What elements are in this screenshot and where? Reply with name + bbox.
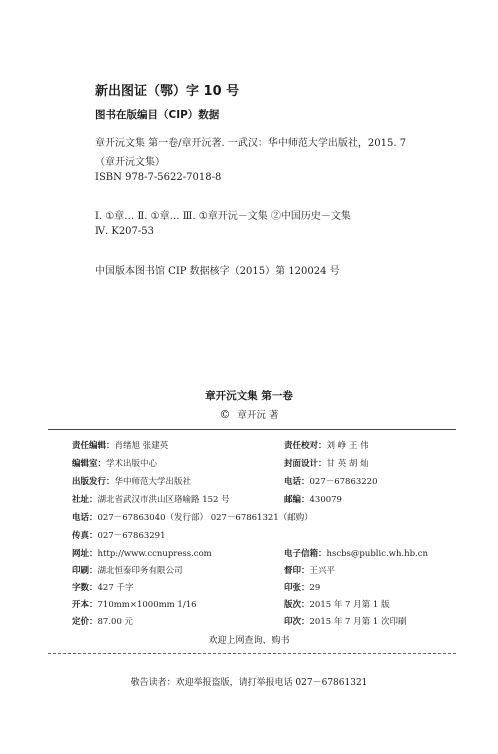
top-divider [48,429,456,430]
imprint-proofreader: 责任校对：刘 峥 王 伟 [284,441,369,451]
cip-classification: Ⅰ. ①章… Ⅱ. ①章… Ⅲ. ①章开沅－文集 ②中国历史－文集 [95,211,351,222]
imprint-phone: 电话：027－67863040（发行部） 027－67861321（邮购） [72,513,313,523]
imprint-publisher: 出版发行：华中师范大学出版社 [72,477,192,487]
imprint-website: 网址：http://www.ccnupress.com [72,549,212,559]
cip-series-line: （章开沅文集） [95,157,165,168]
book-title: 章开沅文集 第一卷 [205,390,293,402]
imprint-phone-2: 电话：027－67863220 [284,477,378,487]
imprint-price: 定价：87.00 元 [72,617,134,627]
imprint-edition: 版次：2015 年 7 月第 1 版 [284,600,390,610]
cip-class-number: Ⅳ. K207-53 [95,226,155,237]
imprint-cover-design: 封面设计：甘 英 胡 灿 [284,459,369,469]
isbn: ISBN 978-7-5622-7018-8 [95,172,222,183]
imprint-editor: 责任编辑：肖绪旭 张建英 [72,441,169,451]
imprint-sheets: 印张：29 [284,583,321,593]
imprint-editorial-office: 编辑室：学术出版中心 [72,459,158,469]
imprint-postcode: 邮编：430079 [284,495,342,505]
cip-heading: 图书在版编目（CIP）数据 [95,109,220,121]
imprint-fax: 传真：027－67863291 [72,531,166,541]
imprint-printer: 印刷：湖北恒泰印务有限公司 [72,566,183,576]
imprint-word-count: 字数：427 千字 [72,583,134,593]
bottom-divider [48,653,456,654]
imprint-email: 电子信箱：hscbs@public.wh.hb.cn [284,549,428,559]
approval-number: 新出图证（鄂）字 10 号 [95,84,240,99]
author-name: 章开沅 著 [237,410,279,421]
author-line [0,407,498,421]
imprint-printing: 印次：2015 年 7 月第 1 次印刷 [284,617,407,627]
copyright-symbol: © [219,408,231,421]
anti-piracy-note: 敬告读者：欢迎举报盗版，请打举报电话 027－67861321 [130,678,368,688]
imprint-format: 开本：710mm×1000mm 1/16 [72,600,197,610]
imprint-address: 社址：湖北省武汉市洪山区珞喻路 152 号 [72,495,230,505]
cip-record-number: 中国版本图书馆 CIP 数据核字（2015）第 120024 号 [95,266,340,277]
online-note: 欢迎上网查询、购书 [208,636,290,646]
imprint-print-supervisor: 督印：王兴平 [284,566,336,576]
cip-title-line: 章开沅文集 第一卷/章开沅著. 一武汉：华中师范大学出版社，2015. 7 [95,138,407,149]
